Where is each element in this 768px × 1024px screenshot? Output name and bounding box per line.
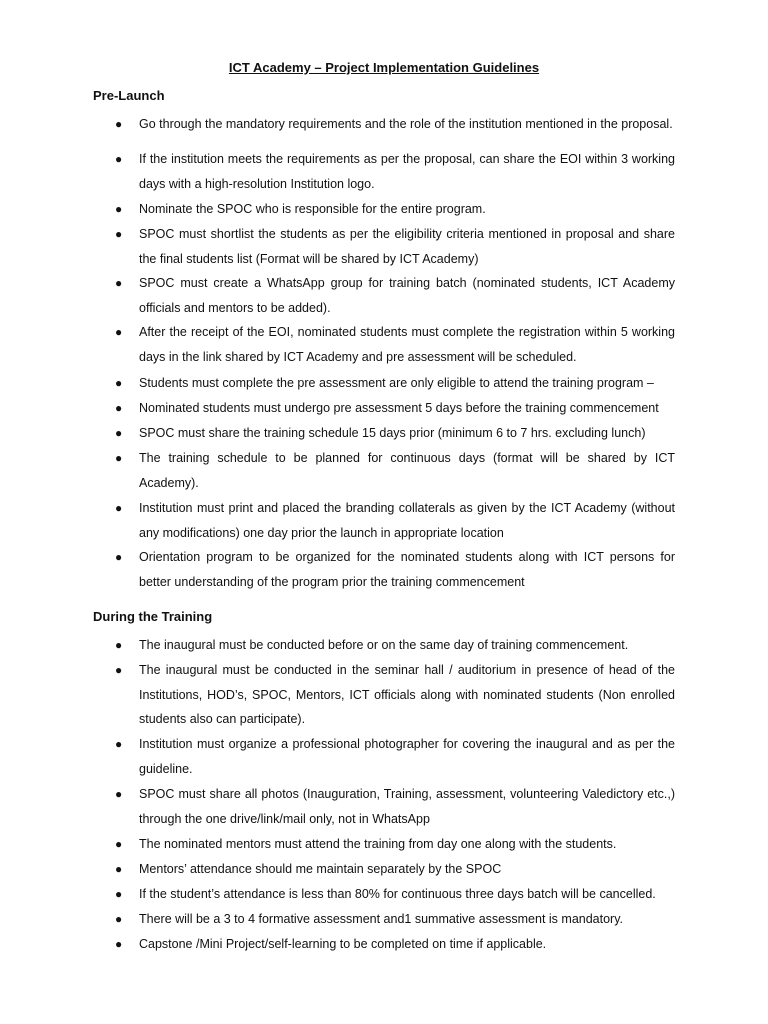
list-item-text: Nominate the SPOC who is responsible for the entire program.	[139, 202, 486, 216]
bullet-icon: ●	[115, 501, 123, 515]
list-item	[115, 545, 675, 594]
list-item-text: The nominated mentors must attend the training from day one along with the students.	[139, 837, 617, 851]
list-item-text: The training schedule to be planned for continuous days (format will be shared by ICT Academy).	[139, 451, 675, 490]
bullet-icon: ●	[115, 227, 123, 241]
list-item-text: If the institution meets the requirements as per the proposal, can share the EOI within 3 working days with a high-resolution Institution logo.	[139, 152, 675, 191]
bullet-icon: ●	[115, 202, 123, 216]
list-item	[115, 446, 675, 495]
bullet-icon: ●	[115, 663, 123, 677]
list-item-text: Institution must print and placed the branding collaterals as given by the ICT Academy (without any modifications) one day prior the launch in appropriate location	[139, 501, 675, 540]
list-item	[115, 907, 675, 932]
list-item	[115, 832, 675, 857]
list-item-text: The inaugural must be conducted in the seminar hall / auditorium in presence of head of the Institutions, HOD’s, SPOC, Mentors, ICT officials along with nominated students (Non enrolled students also can participate).	[139, 663, 675, 726]
list-item	[115, 320, 675, 369]
bullet-icon: ●	[115, 912, 123, 926]
bullet-icon: ●	[115, 837, 123, 851]
section-heading-pre-launch: Pre-Launch	[93, 88, 165, 103]
list-item-text: If the student’s attendance is less than 80% for continuous three days batch will be cancelled.	[139, 887, 656, 901]
list-item	[115, 116, 675, 133]
list-item	[115, 421, 675, 446]
list-item-text: SPOC must share all photos (Inauguration, Training, assessment, volunteering Valedictory etc.,) through the one drive/link/mail only, not in WhatsApp	[139, 787, 675, 826]
list-item	[115, 932, 675, 957]
bullet-icon: ●	[115, 426, 123, 440]
bullet-icon: ●	[115, 862, 123, 876]
list-item-text: Nominated students must undergo pre assessment 5 days before the training commencement	[139, 401, 659, 415]
page-title: ICT Academy – Project Implementation Guidelines	[228, 60, 540, 75]
bullet-icon: ●	[115, 152, 123, 166]
list-item-text: After the receipt of the EOI, nominated students must complete the registration within 5 working days in the link shared by ICT Academy and pre assessment will be scheduled.	[139, 325, 675, 364]
bullet-icon: ●	[115, 376, 123, 390]
list-item	[115, 222, 675, 271]
list-item-text: Orientation program to be organized for the nominated students along with ICT persons for better understanding of the program prior the training commencement	[139, 550, 675, 589]
bullet-icon: ●	[115, 737, 123, 751]
bullet-icon: ●	[115, 937, 123, 951]
list-item-text: SPOC must share the training schedule 15 days prior (minimum 6 to 7 hrs. excluding lunch)	[139, 426, 646, 440]
bullet-icon: ●	[115, 787, 123, 801]
list-item	[115, 147, 675, 196]
list-item	[115, 271, 675, 320]
list-item	[115, 882, 675, 907]
list-item-text: Mentors’ attendance should me maintain separately by the SPOC	[139, 862, 502, 876]
bullet-icon: ●	[115, 451, 123, 465]
list-item-text: SPOC must create a WhatsApp group for training batch (nominated students, ICT Academy officials and mentors to be added).	[139, 276, 675, 315]
bullet-icon: ●	[115, 638, 123, 652]
bullet-icon: ●	[115, 887, 123, 901]
list-item	[115, 782, 675, 831]
bullet-icon: ●	[115, 401, 123, 415]
list-item-text: The inaugural must be conducted before or on the same day of training commencement.	[139, 638, 629, 652]
bullet-icon: ●	[115, 325, 123, 339]
list-item	[115, 371, 675, 396]
list-item-text: There will be a 3 to 4 formative assessment and1 summative assessment is mandatory.	[139, 912, 624, 926]
bullet-icon: ●	[115, 276, 123, 290]
bullet-icon: ●	[115, 550, 123, 564]
list-item	[115, 197, 675, 222]
section-heading-during-training: During the Training	[93, 609, 213, 624]
list-item-text: Students must complete the pre assessment are only eligible to attend the training program –	[139, 376, 654, 390]
list-item-text: Institution must organize a professional photographer for covering the inaugural and as per the guideline.	[139, 737, 675, 776]
bullet-icon: ●	[115, 117, 123, 131]
list-item-text: Capstone /Mini Project/self-learning to be completed on time if applicable.	[139, 937, 547, 951]
list-item	[115, 633, 675, 658]
list-item	[115, 857, 675, 882]
list-item	[115, 396, 675, 421]
list-item	[115, 658, 675, 732]
list-item	[115, 732, 675, 781]
list-item-text: Go through the mandatory requirements and the role of the institution mentioned in the proposal.	[139, 117, 673, 131]
list-item-text: SPOC must shortlist the students as per the eligibility criteria mentioned in proposal and share the final students list (Format will be shared by ICT Academy)	[139, 227, 675, 266]
list-item	[115, 496, 675, 545]
